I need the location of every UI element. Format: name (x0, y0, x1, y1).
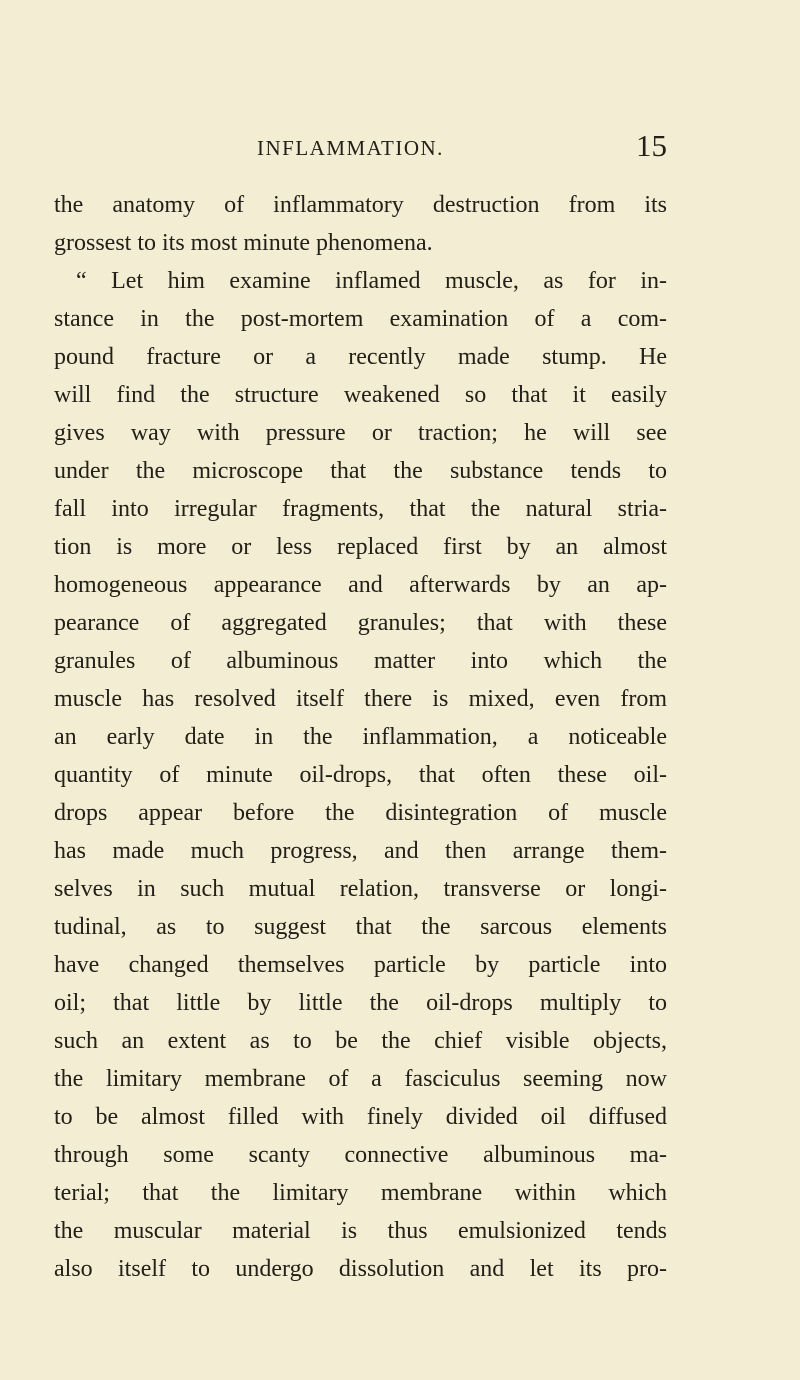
text-line-2: grossest to its most minute phenomena. (54, 230, 433, 256)
text-line-15: an early date in the inflammation, a noticeable (54, 724, 667, 750)
body-text (54, 186, 667, 1288)
text-line-18: has made much progress, and then arrange them- (54, 838, 667, 864)
text-line-4: stance in the post-mortem examination of a com- (54, 306, 667, 332)
text-line-20: tudinal, as to suggest that the sarcous elements (54, 914, 667, 940)
text-line-22: oil; that little by little the oil-drops multiply to (54, 990, 667, 1016)
text-line-19: selves in such mutual relation, transverse or longi- (54, 876, 667, 902)
text-line-10: tion is more or less replaced first by an almost (54, 534, 667, 560)
text-line-3: “ Let him examine inflamed muscle, as for in- (76, 268, 667, 294)
text-line-17: drops appear before the disintegration of muscle (54, 800, 667, 826)
text-line-16: quantity of minute oil-drops, that often these oil- (54, 762, 667, 788)
text-line-13: granules of albuminous matter into which the (54, 648, 667, 674)
text-line-6: will find the structure weakened so that it easily (54, 382, 667, 408)
text-line-5: pound fracture or a recently made stump. He (54, 344, 667, 370)
text-line-27: terial; that the limitary membrane within which (54, 1180, 667, 1206)
text-line-21: have changed themselves particle by particle into (54, 952, 667, 978)
text-line-24: the limitary membrane of a fasciculus seeming now (54, 1066, 667, 1092)
running-head (257, 130, 667, 170)
text-line-29: also itself to undergo dissolution and let its pro- (54, 1256, 667, 1282)
running-title: INFLAMMATION. (257, 136, 444, 160)
text-line-8: under the microscope that the substance tends to (54, 458, 667, 484)
text-line-25: to be almost filled with finely divided oil diffused (54, 1104, 667, 1130)
text-line-28: the muscular material is thus emulsionized tends (54, 1218, 667, 1244)
text-line-9: fall into irregular fragments, that the natural stria- (54, 496, 667, 522)
text-line-12: pearance of aggregated granules; that with these (54, 610, 667, 636)
text-line-14: muscle has resolved itself there is mixed, even from (54, 686, 667, 712)
text-line-1: the anatomy of inflammatory destruction from its (54, 192, 667, 218)
text-line-7: gives way with pressure or traction; he will see (54, 420, 667, 446)
text-line-26: through some scanty connective albuminous ma- (54, 1142, 667, 1168)
page-number: 15 (636, 128, 667, 163)
text-line-11: homogeneous appearance and afterwards by an ap- (54, 572, 667, 598)
text-line-23: such an extent as to be the chief visible objects, (54, 1028, 667, 1054)
